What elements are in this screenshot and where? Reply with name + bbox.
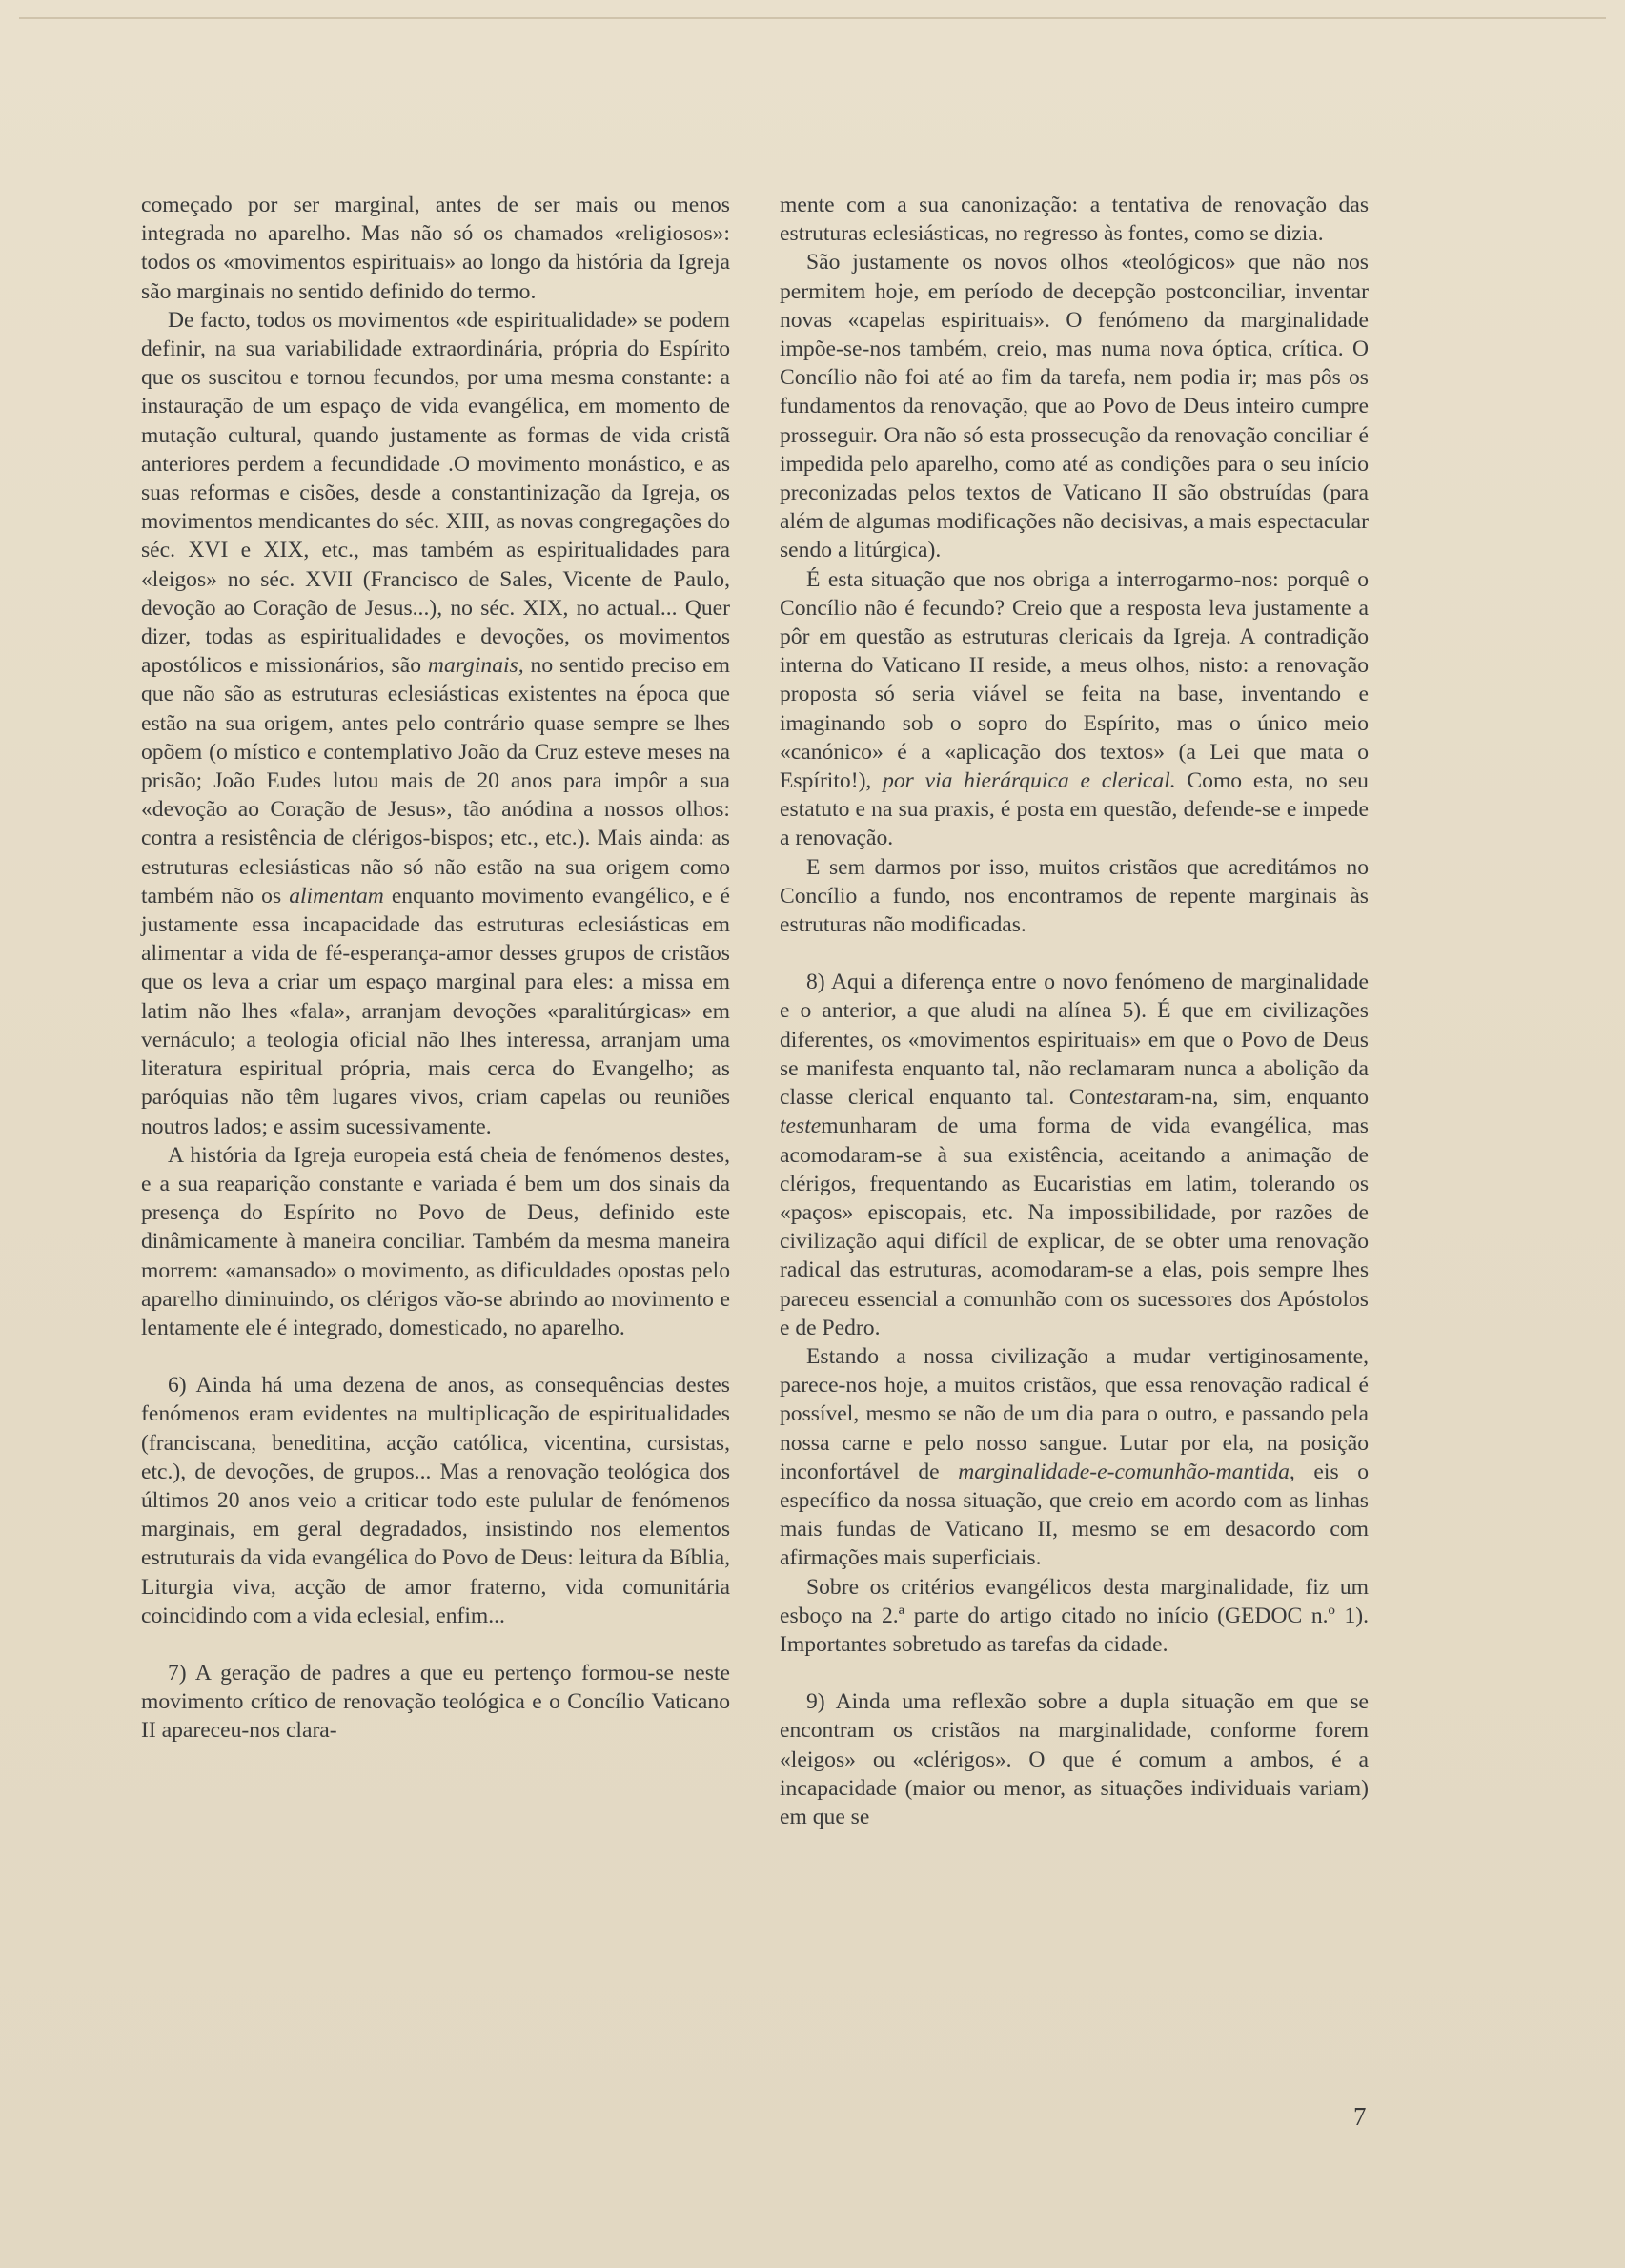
right-column — [780, 191, 1369, 1831]
paragraph: E sem darmos por isso, muitos cristãos que acreditámos no Concílio a fundo, nos encontramos de repente marginais às estruturas não modificadas. — [780, 854, 1369, 938]
page-number: 7 — [1353, 2102, 1367, 2131]
left-column — [141, 191, 730, 1746]
section-paragraph-9: 9) Ainda uma reflexão sobre a dupla situação em que se encontram os cristãos na marginalidade, conforme forem «leigos» ou «clérigos». O que é comum a ambos, é a incapacidade (maior ou menor, as situações individuais variam) em que se — [780, 1689, 1369, 1829]
paragraph: De facto, todos os movimentos «de espiritualidade» se podem definir, na sua variabilidade extraordinária, própria do Espírito que os suscitou e tornou fecundos, por uma mesma constante: a instauração de um espaço de vida evangélica, em momento de mutação cultural, quando justamente as formas de vida cristã anteriores perdem a fecundidade .O movimento monástico, e as suas reformas e cisões, desde a constantinização da Igreja, os movimentos mendicantes do séc. XIII, as novas congregações do séc. XVI e XIX, etc., mas também as espiritualidades para «leigos» no séc. XVII (Francisco de Sales, Vicente de Paulo, devoção ao Coração de Jesus...), no séc. XIX, no actual... Quer dizer, todas as espiritualidades e devoções, os movimentos apostólicos e missionários, são marginais, no sentido preciso em que não são as estruturas eclesiásticas existentes na época que estão na sua origem, antes pelo contrário quase sempre se lhes opõem (o místico e contemplativo João da Cruz esteve meses na prisão; João Eudes lutou mais de 20 anos para impôr a sua «devoção ao Coração de Jesus», tão anódina a nossos olhos: contra a resistência de clérigos-bispos; etc., etc.). Mais ainda: as estruturas eclesiásticas não só não estão na sua origem como também não os alimentam enquanto movimento evangélico, e é justamente essa incapacidade das estruturas eclesiásticas em alimentar a vida de fé-esperança-amor desses grupos de cristãos que os leva a criar um espaço marginal para eles: a missa em latim não lhes «fala», arranjam devoções «paralitúrgicas» em vernáculo; a teologia oficial não lhes interessa, arranjam uma literatura espiritual própria, mais cerca do Evangelho; as paróquias não têm lugares vivos, criam capelas ou reuniões noutros lados; e assim sucessivamente. — [141, 307, 730, 1139]
paragraph: São justamente os novos olhos «teológicos» que não nos permitem hoje, em período de decepção postconciliar, inventar novas «capelas espirituais». O fenómeno da marginalidade impõe-se-nos também, creio, mas numa nova óptica, crítica. O Concílio não foi até ao fim da tarefa, nem podia ir; mas pôs os fundamentos da renovação, que ao Povo de Deus inteiro cumpre prosseguir. Ora não só esta prossecução da renovação conciliar é impedida pelo aparelho, como até as condições para o seu início preconizadas pelos textos de Vaticano II são obstruídas (para além de algumas modificações não decisivas, a mais espectacular sendo a litúrgica). — [780, 250, 1369, 563]
paragraph: começado por ser marginal, antes de ser mais ou menos integrada no aparelho. Mas não só os chamados «religiosos»: todos os «movimentos espirituais» ao longo da história da Igreja são marginais no sentido definido do termo. — [141, 193, 730, 304]
paragraph: Sobre os critérios evangélicos desta marginalidade, fiz um esboço na 2.ª parte do artigo citado no início (GEDOC n.º 1). Importantes sobretudo as tarefas da cidade. — [780, 1574, 1369, 1657]
paragraph: mente com a sua canonização: a tentativa de renovação das estruturas eclesiásticas, no regresso às fontes, como se dizia. — [780, 193, 1369, 247]
page-top-edge — [19, 17, 1606, 19]
paragraph: É esta situação que nos obriga a interrogarmo-nos: porquê o Concílio não é fecundo? Creio que a resposta leva justamente a pôr em questão as estruturas clericais da Igreja. A contradição interna do Vaticano II reside, a meus olhos, nisto: a renovação proposta só seria viável se feita na base, inventando e imaginando sob o sopro do Espírito, mas o único meio «canónico» é a «aplicação dos textos» (a Lei que mata o Espírito!), por via hierárquica e clerical. Como esta, no seu estatuto e na sua praxis, é posta em questão, defende-se e impede a renovação. — [780, 566, 1369, 851]
section-paragraph-6: 6) Ainda há uma dezena de anos, as consequências destes fenómenos eram evidentes na multiplicação de espiritualidades (franciscana, beneditina, acção católica, vicentina, cursistas, etc.), de devoções, de grupos... Mas a renovação teológica dos últimos 20 anos veio a criticar todo este pulular de fenómenos marginais, em geral degradados, insistindo nos elementos estruturais da vida evangélica do Povo de Deus: leitura da Bíblia, Liturgia viva, acção de amor fraterno, vida comunitária coincidindo com a vida eclesial, enfim... — [141, 1373, 730, 1628]
section-paragraph-8: 8) Aqui a diferença entre o novo fenómeno de marginalidade e o anterior, a que aludi na alínea 5). É que em civilizações diferentes, os «movimentos espirituais» em que o Povo de Deus se manifesta enquanto tal, não reclamaram nunca a abolição da classe clerical enquanto tal. Contestaram-na, sim, enquanto testemunharam de uma forma de vida evangélica, mas acomodaram-se à sua existência, aceitando a animação de clérigos, frequentando as Eucaristias em latim, tolerando os «paços» episcopais, etc. Na impossibilidade, por razões de civilização aqui difícil de explicar, de se obter uma renovação radical das estruturas, acomodaram-se a elas, pois sempre lhes pareceu essencial a comunhão com os sucessores dos Apóstolos e de Pedro. — [780, 970, 1369, 1340]
paragraph: A história da Igreja europeia está cheia de fenómenos destes, e a sua reaparição constante e variada é bem um dos sinais da presença do Espírito no Povo de Deus, definido este dinâmicamente à maneira conciliar. Também da mesma maneira morrem: «amansado» o movimento, as dificuldades opostas pelo aparelho diminuindo, os clérigos vão-se abrindo ao movimento e lentamente ele é integrado, domesticado, no aparelho. — [141, 1142, 730, 1340]
section-paragraph-7: 7) A geração de padres a que eu pertenço formou-se neste movimento crítico de renovação teológica e o Concílio Vaticano II apareceu-nos clara- — [141, 1660, 730, 1744]
paragraph: Estando a nossa civilização a mudar vertiginosamente, parece-nos hoje, a muitos cristãos, que essa renovação radical é possível, mesmo se não de um dia para o outro, e passando pela nossa carne e pelo nosso sangue. Lutar por ela, na posição inconfortável de marginalidade-e-comunhão-mantida, eis o específico da nossa situação, que creio em acordo com as linhas mais fundas de Vaticano II, mesmo se em desacordo com afirmações mais superficiais. — [780, 1343, 1369, 1571]
